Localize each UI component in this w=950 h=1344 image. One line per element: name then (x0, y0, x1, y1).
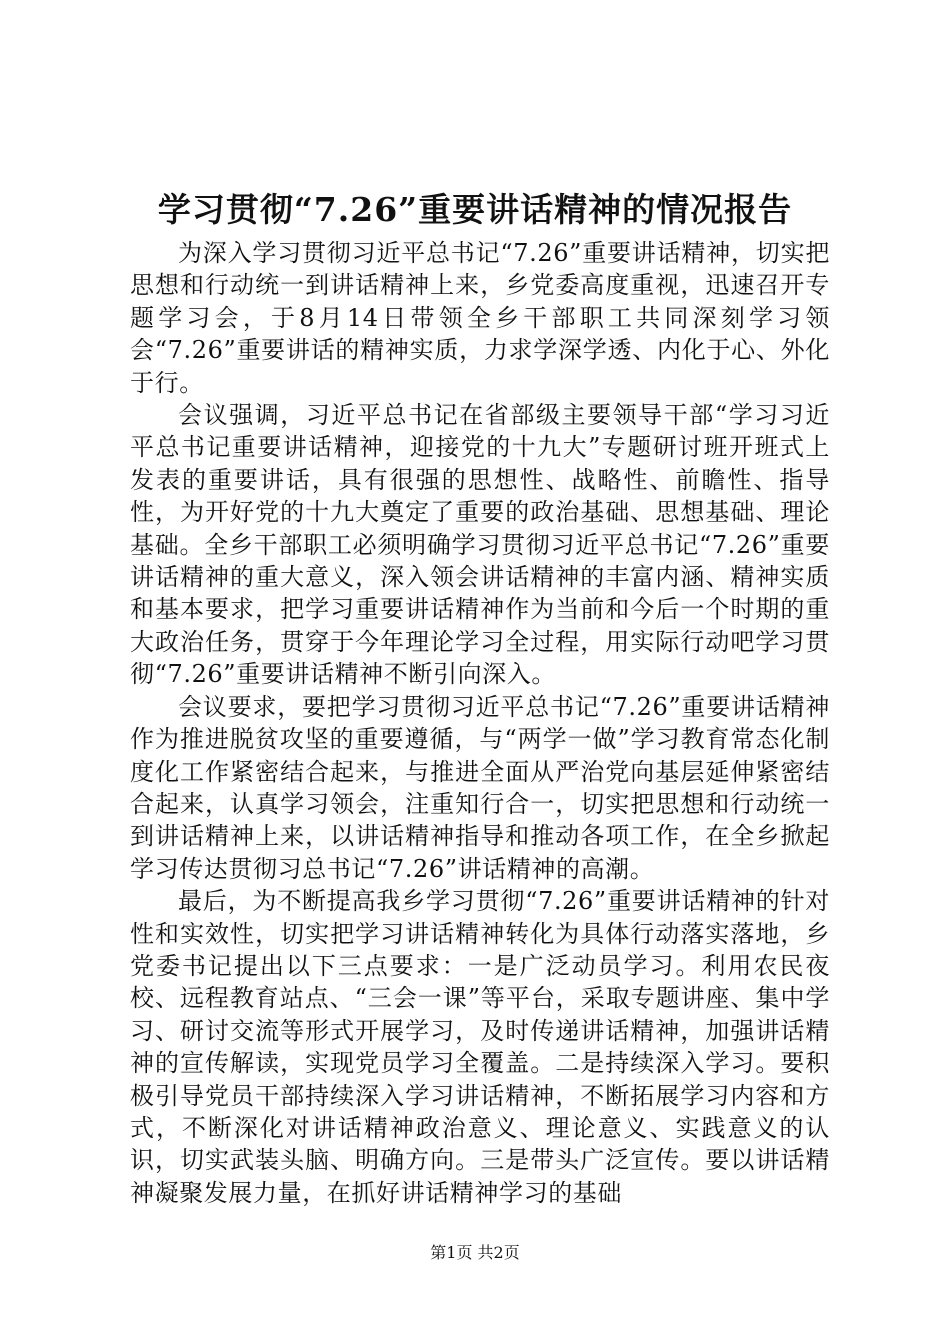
paragraph: 会议强调，习近平总书记在省部级主要领导干部“学习习近平总书记重要讲话精神，迎接党的十九大”专题研讨班开班式上发表的重要讲话，具有很强的思想性、战略性、前瞻性、指导性，为开好党的十九大奠定了重要的政治基础、思想基础、理论基础。全乡干部职工必须明确学习贯彻习近平总书记“7.26”重要讲话精神的重大意义，深入领会讲话精神的丰富内涵、精神实质和基本要求，把学习重要讲话精神作为当前和今后一个时期的重大政治任务，贯穿于今年理论学习全过程，用实际行动吧学习贯彻“7.26”重要讲话精神不断引向深入。 (130, 401, 830, 689)
paragraph: 为深入学习贯彻习近平总书记“7.26”重要讲话精神，切实把思想和行动统一到讲话精神上来，乡党委高度重视，迅速召开专题学习会，于8月14日带领全乡干部职工共同深刻学习领会“7.26”重要讲话的精神实质，力求学深学透、内化于心、外化于行。 (130, 239, 830, 397)
paragraph: 会议要求，要把学习贯彻习近平总书记“7.26”重要讲话精神作为推进脱贫攻坚的重要遵循，与“两学一做”学习教育常态化制度化工作紧密结合起来，与推进全面从严治党向基层延伸紧密结合起来，认真学习领会，注重知行合一，切实把思想和行动统一到讲话精神上来，以讲话精神指导和推动各项工作，在全乡掀起学习传达贯彻习总书记“7.26”讲话精神的高潮。 (130, 692, 830, 883)
document-title: 学习贯彻“7.26”重要讲话精神的情况报告 (157, 190, 793, 229)
page-number-footer: 第1页 共2页 (430, 1243, 520, 1262)
document-body (130, 237, 830, 1209)
paragraph: 最后，为不断提高我乡学习贯彻“7.26”重要讲话精神的针对性和实效性，切实把学习讲话精神转化为具体行动落实落地，乡党委书记提出以下三点要求：一是广泛动员学习。利用农民夜校、远程教育站点、“三会一课”等平台，采取专题讲座、集中学习、研讨交流等形式开展学习，及时传递讲话精神，加强讲话精神的宣传解读，实现党员学习全覆盖。二是持续深入学习。要积极引导党员干部持续深入学习讲话精神，不断拓展学习内容和方式，不断深化对讲话精神政治意义、理论意义、实践意义的认识，切实武装头脑、明确方向。三是带头广泛宣传。要以讲话精神凝聚发展力量，在抓好讲话精神学习的基础 (130, 887, 830, 1207)
